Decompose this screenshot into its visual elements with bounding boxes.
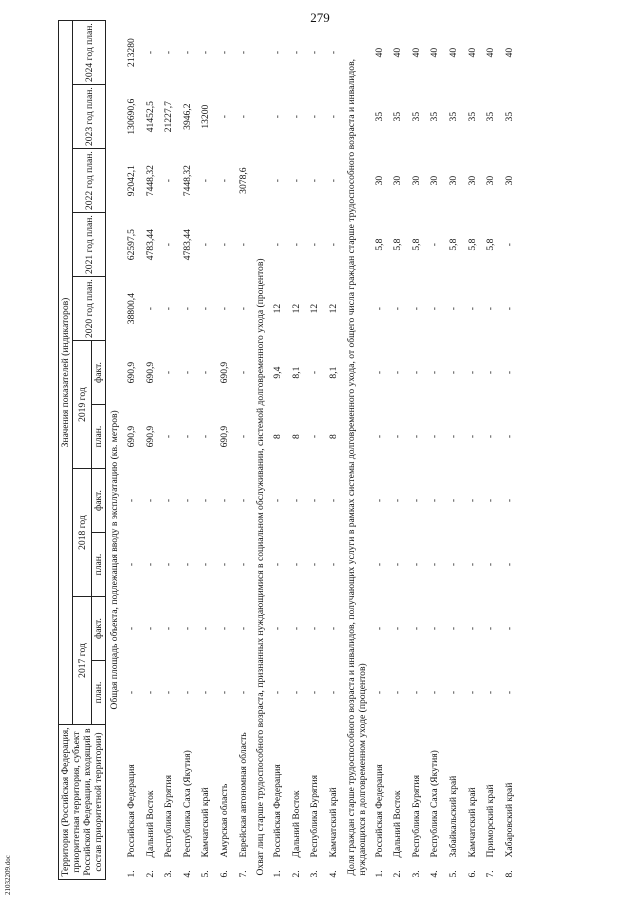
value-cell: - bbox=[237, 434, 249, 439]
value-cell: - bbox=[392, 562, 404, 567]
value-cell: - bbox=[503, 434, 515, 439]
value-cell: - bbox=[200, 434, 212, 439]
value-cell: - bbox=[200, 498, 212, 503]
row-number: 2. bbox=[392, 870, 404, 878]
value-cell: - bbox=[327, 50, 339, 55]
value-cell: - bbox=[200, 690, 212, 695]
section-title: Доля граждан старше трудоспособного возраста и инвалидов, получающих услуги в рамках системы долговременного ухода, от общего числа граждан старше трудоспособного возраста и инвалидов, нуждающихся в долговременном уходе (процентов) bbox=[345, 58, 368, 876]
territory-name: Российская Федерация bbox=[125, 764, 137, 858]
value-cell: - bbox=[410, 562, 422, 567]
value-cell: - bbox=[503, 243, 515, 247]
value-cell: 40 bbox=[447, 47, 459, 58]
value-cell: - bbox=[181, 306, 193, 311]
value-cell: - bbox=[144, 626, 156, 631]
value-cell: - bbox=[125, 562, 137, 567]
value-cell: - bbox=[503, 562, 515, 567]
value-cell: 8 bbox=[327, 434, 339, 439]
table-body bbox=[106, 21, 519, 880]
value-cell: - bbox=[485, 370, 497, 375]
year-2024-header: 2024 год план. bbox=[73, 21, 106, 85]
value-cell: 8,1 bbox=[327, 366, 339, 379]
value-cell: - bbox=[410, 690, 422, 695]
value-cell: - bbox=[373, 434, 385, 439]
value-cell: - bbox=[237, 690, 249, 695]
value-cell: - bbox=[125, 498, 137, 503]
value-cell: - bbox=[429, 562, 441, 567]
value-cell: 5,8 bbox=[410, 238, 422, 251]
table-row bbox=[122, 21, 141, 880]
table-row bbox=[159, 21, 178, 880]
value-cell: - bbox=[163, 370, 175, 375]
value-cell: 35 bbox=[392, 111, 404, 122]
value-cell: - bbox=[237, 370, 249, 375]
value-cell: - bbox=[373, 626, 385, 631]
row-number: 1. bbox=[125, 870, 137, 878]
year-2019-header: 2019 год bbox=[73, 341, 92, 469]
table-row bbox=[444, 21, 463, 880]
value-cell: - bbox=[392, 306, 404, 311]
value-cell: 21227,7 bbox=[163, 101, 175, 133]
value-cell: - bbox=[392, 370, 404, 375]
value-cell: - bbox=[181, 370, 193, 375]
value-cell: - bbox=[309, 243, 321, 247]
value-cell: 8 bbox=[290, 434, 302, 439]
value-cell: - bbox=[237, 626, 249, 631]
value-cell: 213280 bbox=[125, 38, 137, 67]
value-cell: - bbox=[466, 434, 478, 439]
value-cell: - bbox=[290, 498, 302, 503]
value-cell: 92042,1 bbox=[125, 165, 137, 197]
rotated-table-sheet bbox=[58, 20, 588, 880]
value-cell: - bbox=[290, 243, 302, 247]
table-row bbox=[215, 21, 234, 880]
indicators-table bbox=[58, 20, 519, 880]
document-id: 21032209.doc bbox=[4, 855, 12, 895]
value-cell: 40 bbox=[429, 47, 441, 58]
value-cell: - bbox=[485, 562, 497, 567]
value-cell: 690,9 bbox=[144, 361, 156, 384]
value-cell: - bbox=[163, 179, 175, 183]
value-cell: - bbox=[309, 179, 321, 183]
value-cell: - bbox=[237, 243, 249, 247]
value-cell: - bbox=[429, 243, 441, 247]
row-number: 6. bbox=[218, 870, 230, 878]
value-cell: - bbox=[163, 498, 175, 503]
value-cell: 35 bbox=[410, 111, 422, 122]
year-2021-header: 2021 год план. bbox=[73, 213, 106, 277]
territory-name: Республика Саха (Якутия) bbox=[181, 750, 193, 858]
value-cell: - bbox=[181, 50, 193, 55]
value-cell: - bbox=[200, 370, 212, 375]
row-number: 5. bbox=[447, 870, 459, 878]
value-cell: - bbox=[272, 690, 284, 695]
value-cell: 4783,44 bbox=[144, 229, 156, 261]
value-cell: - bbox=[290, 690, 302, 695]
table-row bbox=[306, 21, 325, 880]
value-cell: - bbox=[373, 498, 385, 503]
value-cell: - bbox=[272, 626, 284, 631]
value-cell: - bbox=[327, 179, 339, 183]
value-cell: - bbox=[429, 626, 441, 631]
value-cell: - bbox=[163, 306, 175, 311]
value-cell: - bbox=[309, 370, 321, 375]
value-cell: - bbox=[429, 370, 441, 375]
territory-name: Камчатский край bbox=[327, 787, 339, 858]
value-cell: 5,8 bbox=[447, 238, 459, 251]
section-title: Охват лиц старше трудоспособного возраста, признанных нуждающимися в социальном обслуживании, системой долговременного ухода (процентов) bbox=[255, 258, 267, 876]
territory-name: Дальний Восток bbox=[290, 790, 302, 858]
value-cell: - bbox=[392, 626, 404, 631]
value-cell: - bbox=[144, 562, 156, 567]
value-cell: 690,9 bbox=[125, 425, 137, 448]
row-number: 4. bbox=[181, 870, 193, 878]
value-cell: - bbox=[373, 690, 385, 695]
value-cell: - bbox=[144, 498, 156, 503]
territory-name: Хабаровский край bbox=[503, 782, 515, 858]
value-cell: - bbox=[200, 562, 212, 567]
value-cell: - bbox=[327, 243, 339, 247]
territory-name: Республика Бурятия bbox=[309, 774, 321, 858]
section-row bbox=[106, 21, 123, 880]
value-cell: 690,9 bbox=[125, 361, 137, 384]
value-cell: - bbox=[163, 690, 175, 695]
value-cell: 5,8 bbox=[485, 238, 497, 251]
row-number: 8. bbox=[503, 870, 515, 878]
row-number: 7. bbox=[237, 870, 249, 878]
value-cell: - bbox=[447, 498, 459, 503]
value-cell: - bbox=[466, 370, 478, 375]
territory-name: Республика Саха (Якутия) bbox=[429, 750, 441, 858]
value-cell: - bbox=[485, 690, 497, 695]
value-cell: 40 bbox=[392, 47, 404, 58]
value-cell: - bbox=[309, 115, 321, 119]
value-cell: - bbox=[272, 562, 284, 567]
value-cell: - bbox=[503, 370, 515, 375]
value-cell: - bbox=[309, 50, 321, 55]
territory-name: Дальний Восток bbox=[392, 790, 404, 858]
value-cell: - bbox=[447, 434, 459, 439]
value-cell: - bbox=[309, 690, 321, 695]
value-cell: - bbox=[485, 306, 497, 311]
value-cell: - bbox=[218, 243, 230, 247]
row-number: 4. bbox=[327, 870, 339, 878]
value-cell: - bbox=[272, 115, 284, 119]
table-row bbox=[268, 21, 287, 880]
value-cell: 30 bbox=[410, 175, 422, 186]
value-cell: 40 bbox=[503, 47, 515, 58]
value-cell: - bbox=[392, 498, 404, 503]
value-cell: 30 bbox=[485, 175, 497, 186]
value-cell: - bbox=[144, 306, 156, 311]
table-row bbox=[481, 21, 500, 880]
value-cell: - bbox=[429, 690, 441, 695]
table-row bbox=[197, 21, 216, 880]
value-cell: - bbox=[163, 243, 175, 247]
territory-name: Российская Федерация bbox=[373, 764, 385, 858]
value-cell: - bbox=[163, 50, 175, 55]
value-cell: 35 bbox=[485, 111, 497, 122]
year-2022-header: 2022 год план. bbox=[73, 149, 106, 213]
value-cell: 7448,32 bbox=[144, 165, 156, 197]
table-header bbox=[59, 21, 106, 880]
value-cell: - bbox=[218, 306, 230, 311]
territory-name: Амурская область bbox=[218, 783, 230, 858]
section-row bbox=[252, 21, 268, 880]
value-cell: - bbox=[200, 50, 212, 55]
table-row bbox=[141, 21, 160, 880]
table-row bbox=[500, 21, 519, 880]
value-cell: - bbox=[218, 50, 230, 55]
fact-2018-header: факт. bbox=[92, 469, 106, 533]
fact-2017-header: факт. bbox=[92, 597, 106, 661]
value-cell: 40 bbox=[485, 47, 497, 58]
value-cell: 3946,2 bbox=[181, 103, 193, 130]
table-row bbox=[426, 21, 445, 880]
value-cell: 4783,44 bbox=[181, 229, 193, 261]
value-cell: 13200 bbox=[200, 104, 212, 129]
value-cell: - bbox=[237, 498, 249, 503]
value-cell: 12 bbox=[327, 303, 339, 314]
plan-2018-header: план. bbox=[92, 533, 106, 597]
value-cell: - bbox=[272, 243, 284, 247]
value-cell: 40 bbox=[410, 47, 422, 58]
value-cell: - bbox=[447, 370, 459, 375]
value-cell: 690,9 bbox=[218, 361, 230, 384]
value-cell: - bbox=[466, 626, 478, 631]
value-cell: 130690,6 bbox=[125, 98, 137, 135]
value-cell: - bbox=[447, 562, 459, 567]
value-cell: 40 bbox=[373, 47, 385, 58]
value-cell: 35 bbox=[429, 111, 441, 122]
value-cell: 35 bbox=[447, 111, 459, 122]
value-cell: - bbox=[373, 306, 385, 311]
value-cell: - bbox=[485, 626, 497, 631]
value-cell: 12 bbox=[290, 303, 302, 314]
value-cell: - bbox=[410, 498, 422, 503]
value-cell: 30 bbox=[503, 175, 515, 186]
value-cell: - bbox=[218, 690, 230, 695]
value-cell: - bbox=[218, 179, 230, 183]
value-cell: 38800,4 bbox=[125, 293, 137, 325]
value-cell: - bbox=[327, 115, 339, 119]
value-cell: 30 bbox=[429, 175, 441, 186]
value-cell: - bbox=[272, 498, 284, 503]
value-cell: - bbox=[309, 626, 321, 631]
territory-name: Приморский край bbox=[485, 784, 497, 858]
territory-name: Республика Бурятия bbox=[410, 774, 422, 858]
value-cell: - bbox=[503, 626, 515, 631]
page-number: 279 bbox=[310, 10, 330, 25]
value-cell: 30 bbox=[392, 175, 404, 186]
value-cell: 35 bbox=[373, 111, 385, 122]
value-cell: 8,1 bbox=[290, 366, 302, 379]
plan-2017-header: план. bbox=[92, 661, 106, 725]
table-row bbox=[287, 21, 306, 880]
indicators-header: Значения показателей (индикаторов) bbox=[59, 21, 73, 725]
row-number: 7. bbox=[485, 870, 497, 878]
row-number: 3. bbox=[163, 870, 175, 878]
value-cell: - bbox=[290, 179, 302, 183]
value-cell: 30 bbox=[447, 175, 459, 186]
plan-2019-header: план. bbox=[92, 405, 106, 469]
table-row bbox=[407, 21, 426, 880]
value-cell: 12 bbox=[272, 303, 284, 314]
value-cell: - bbox=[290, 562, 302, 567]
value-cell: - bbox=[237, 306, 249, 311]
value-cell: - bbox=[218, 115, 230, 119]
table-row bbox=[324, 21, 343, 880]
value-cell: - bbox=[181, 434, 193, 439]
value-cell: - bbox=[373, 562, 385, 567]
year-2018-header: 2018 год bbox=[73, 469, 92, 597]
value-cell: 62597,5 bbox=[125, 229, 137, 261]
value-cell: - bbox=[237, 50, 249, 55]
territory-name: Дальний Восток bbox=[144, 790, 156, 858]
territory-header: Территория (Российская Федерация, приоритетная территория, субъект Российской Федерации, входящий в состав приоритетной территории) bbox=[59, 724, 106, 879]
row-number: 1. bbox=[373, 870, 385, 878]
year-2020-header: 2020 год план. bbox=[73, 277, 106, 341]
value-cell: - bbox=[410, 306, 422, 311]
value-cell: - bbox=[327, 498, 339, 503]
table-row bbox=[463, 21, 482, 880]
value-cell: - bbox=[466, 306, 478, 311]
value-cell: - bbox=[485, 498, 497, 503]
value-cell: - bbox=[272, 179, 284, 183]
value-cell: 5,8 bbox=[373, 238, 385, 251]
territory-name: Забайкальский край bbox=[447, 775, 459, 858]
value-cell: 5,8 bbox=[466, 238, 478, 251]
value-cell: - bbox=[181, 562, 193, 567]
value-cell: - bbox=[503, 306, 515, 311]
value-cell: - bbox=[466, 498, 478, 503]
table-row bbox=[388, 21, 407, 880]
value-cell: - bbox=[144, 50, 156, 55]
row-number: 3. bbox=[309, 870, 321, 878]
value-cell: 690,9 bbox=[218, 425, 230, 448]
value-cell: - bbox=[290, 626, 302, 631]
fact-2019-header: факт. bbox=[92, 341, 106, 405]
value-cell: - bbox=[327, 690, 339, 695]
value-cell: - bbox=[503, 690, 515, 695]
value-cell: - bbox=[163, 562, 175, 567]
value-cell: - bbox=[466, 562, 478, 567]
territory-name: Еврейская автономная область bbox=[237, 732, 249, 858]
value-cell: 690,9 bbox=[144, 425, 156, 448]
value-cell: - bbox=[218, 562, 230, 567]
table-row bbox=[178, 21, 197, 880]
value-cell: - bbox=[373, 370, 385, 375]
value-cell: - bbox=[309, 498, 321, 503]
value-cell: - bbox=[200, 306, 212, 311]
table-row bbox=[370, 21, 389, 880]
territory-name: Республика Бурятия bbox=[163, 774, 175, 858]
value-cell: 35 bbox=[503, 111, 515, 122]
value-cell: - bbox=[447, 306, 459, 311]
value-cell: - bbox=[237, 115, 249, 119]
value-cell: 35 bbox=[466, 111, 478, 122]
value-cell: - bbox=[392, 434, 404, 439]
year-2023-header: 2023 год план. bbox=[73, 85, 106, 149]
table-row bbox=[234, 21, 253, 880]
row-number: 3. bbox=[410, 870, 422, 878]
value-cell: - bbox=[181, 690, 193, 695]
value-cell: - bbox=[503, 498, 515, 503]
row-number: 6. bbox=[466, 870, 478, 878]
row-number: 2. bbox=[290, 870, 302, 878]
value-cell: - bbox=[290, 50, 302, 55]
value-cell: - bbox=[466, 690, 478, 695]
value-cell: - bbox=[410, 434, 422, 439]
value-cell: - bbox=[309, 434, 321, 439]
row-number: 5. bbox=[200, 870, 212, 878]
value-cell: - bbox=[218, 626, 230, 631]
value-cell: 3078,6 bbox=[237, 167, 249, 194]
row-number: 4. bbox=[429, 870, 441, 878]
value-cell: - bbox=[181, 498, 193, 503]
value-cell: - bbox=[237, 562, 249, 567]
value-cell: - bbox=[200, 243, 212, 247]
territory-name: Российская Федерация bbox=[272, 764, 284, 858]
section-title: Общая площадь объекта, подлежащая вводу в эксплуатацию (кв. метров) bbox=[109, 410, 121, 710]
value-cell: - bbox=[447, 626, 459, 631]
value-cell: 9,4 bbox=[272, 366, 284, 379]
value-cell: 41452,5 bbox=[144, 101, 156, 133]
year-2017-header: 2017 год bbox=[73, 597, 92, 725]
value-cell: - bbox=[429, 434, 441, 439]
value-cell: - bbox=[200, 626, 212, 631]
value-cell: - bbox=[429, 498, 441, 503]
value-cell: 7448,32 bbox=[181, 165, 193, 197]
value-cell: - bbox=[327, 562, 339, 567]
value-cell: - bbox=[429, 306, 441, 311]
value-cell: - bbox=[327, 626, 339, 631]
territory-name: Камчатский край bbox=[200, 787, 212, 858]
value-cell: - bbox=[144, 690, 156, 695]
value-cell: - bbox=[125, 626, 137, 631]
value-cell: - bbox=[290, 115, 302, 119]
row-number: 1. bbox=[272, 870, 284, 878]
value-cell: - bbox=[218, 498, 230, 503]
value-cell: - bbox=[125, 690, 137, 695]
value-cell: - bbox=[410, 370, 422, 375]
value-cell: - bbox=[163, 626, 175, 631]
value-cell: 40 bbox=[466, 47, 478, 58]
section-row bbox=[343, 21, 370, 880]
value-cell: 12 bbox=[309, 303, 321, 314]
value-cell: - bbox=[309, 562, 321, 567]
row-number: 2. bbox=[144, 870, 156, 878]
value-cell: - bbox=[272, 50, 284, 55]
value-cell: 8 bbox=[272, 434, 284, 439]
value-cell: 5,8 bbox=[392, 238, 404, 251]
value-cell: - bbox=[485, 434, 497, 439]
value-cell: - bbox=[163, 434, 175, 439]
value-cell: - bbox=[392, 690, 404, 695]
value-cell: 30 bbox=[466, 175, 478, 186]
value-cell: - bbox=[410, 626, 422, 631]
territory-name: Камчатский край bbox=[466, 787, 478, 858]
value-cell: - bbox=[447, 690, 459, 695]
value-cell: 30 bbox=[373, 175, 385, 186]
value-cell: - bbox=[181, 626, 193, 631]
value-cell: - bbox=[200, 179, 212, 183]
